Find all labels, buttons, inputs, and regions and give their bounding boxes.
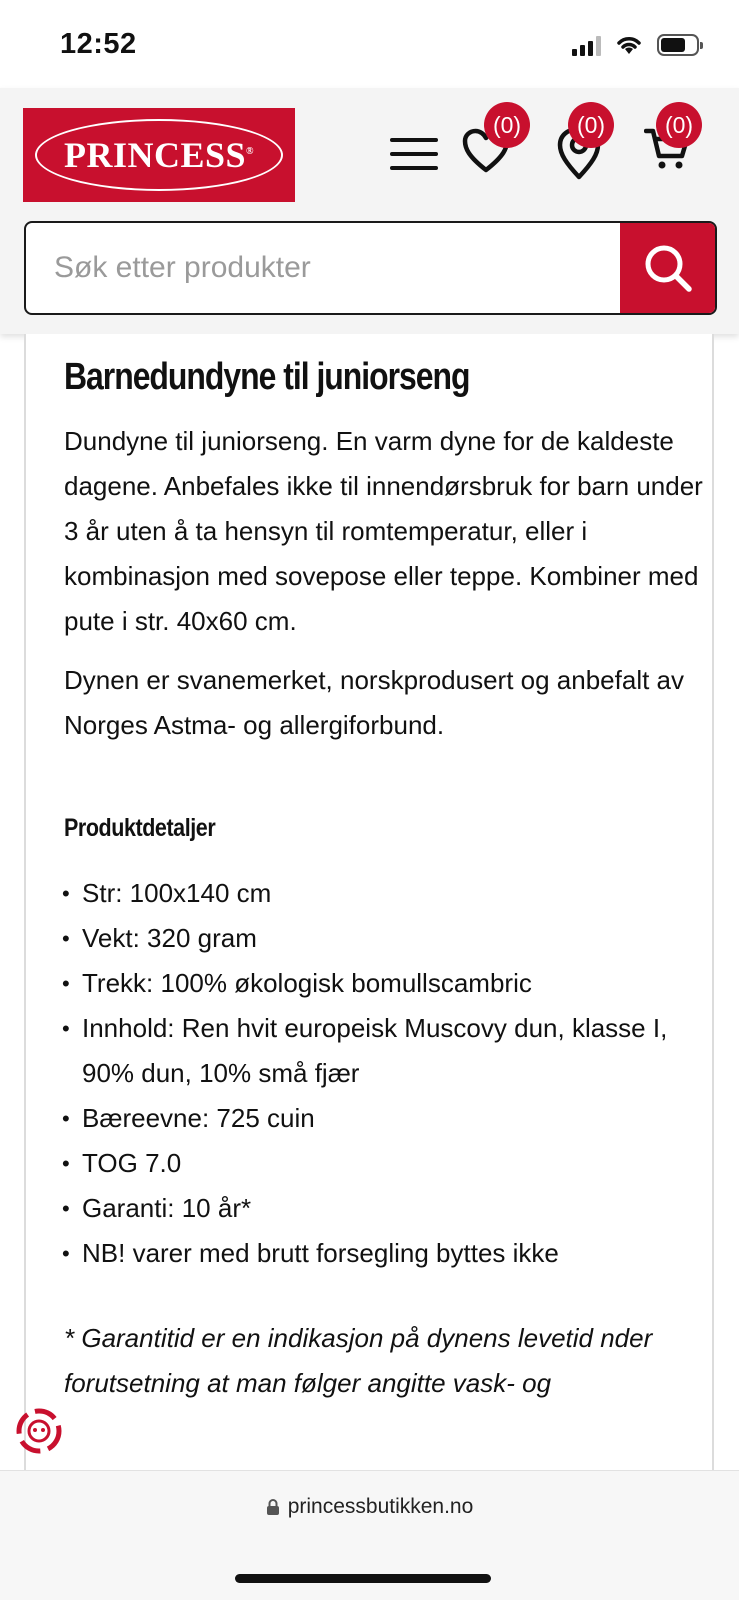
princess-logo[interactable]: PRINCESS®	[23, 108, 295, 202]
favorites-button[interactable]	[462, 111, 522, 178]
product-description-certifications: Dynen er svanemerket, norskprodusert og anbefalt av Norges Astma- og allergiforbund.	[64, 665, 685, 740]
list-item: • NB! varer med brutt forsegling byttes ikke	[82, 1231, 704, 1276]
cellular-signal-icon	[572, 34, 601, 56]
search-bar	[24, 221, 717, 315]
search-button[interactable]	[620, 223, 715, 313]
browser-url-bar[interactable]	[0, 1470, 739, 1600]
list-item: • Bæreevne: 725 cuin	[82, 1096, 704, 1141]
status-time: 12:52	[60, 28, 137, 60]
guarantee-note: * Garantitid er en indikasjon på dynens levetid nder forutsetning at man følger angitte vask- og	[64, 1323, 653, 1398]
list-item: • TOG 7.0	[82, 1141, 704, 1186]
list-item: • Innhold: Ren hvit europeisk Muscovy dun, klasse I, 90% dun, 10% små fjær	[82, 1006, 704, 1096]
chat-button[interactable]	[10, 1402, 68, 1460]
stores-count-badge: (0)	[568, 102, 614, 148]
list-item: • Garanti: 10 år*	[82, 1186, 704, 1231]
chat-icon	[11, 1403, 67, 1459]
product-details-list	[64, 871, 704, 1276]
product-description: Dundyne til juniorseng. En varm dyne for de kaldeste dagene. Anbefales ikke til innendørsbruk for barn under 3 år uten å ta hensyn til romtemperatur, eller i kombinasjon med sovepose eller teppe. Kombiner med pute i str. 40x60 cm.	[64, 426, 703, 636]
stores-button[interactable]	[556, 111, 606, 180]
product-description-panel	[24, 334, 714, 1499]
status-icons	[572, 34, 699, 56]
list-item: • Trekk: 100% økologisk bomullscambric	[82, 961, 704, 1006]
search-input[interactable]	[26, 223, 622, 313]
favorites-count-badge: (0)	[484, 102, 530, 148]
search-icon	[642, 242, 694, 294]
url-text: princessbutikken.no	[287, 1495, 474, 1518]
product-title: Barnedundyne til juniorseng	[64, 356, 470, 398]
battery-icon	[657, 34, 699, 56]
menu-button[interactable]	[390, 136, 438, 172]
cart-count-badge: (0)	[656, 102, 702, 148]
cart-button[interactable]	[644, 111, 700, 180]
site-header	[0, 88, 739, 334]
wifi-icon	[615, 34, 643, 56]
home-indicator[interactable]	[235, 1574, 491, 1583]
status-bar	[0, 0, 739, 88]
list-item: • Vekt: 320 gram	[82, 916, 704, 961]
details-heading: Produktdetaljer	[64, 814, 216, 842]
lock-icon	[266, 1498, 280, 1516]
list-item: • Str: 100x140 cm	[82, 871, 704, 916]
